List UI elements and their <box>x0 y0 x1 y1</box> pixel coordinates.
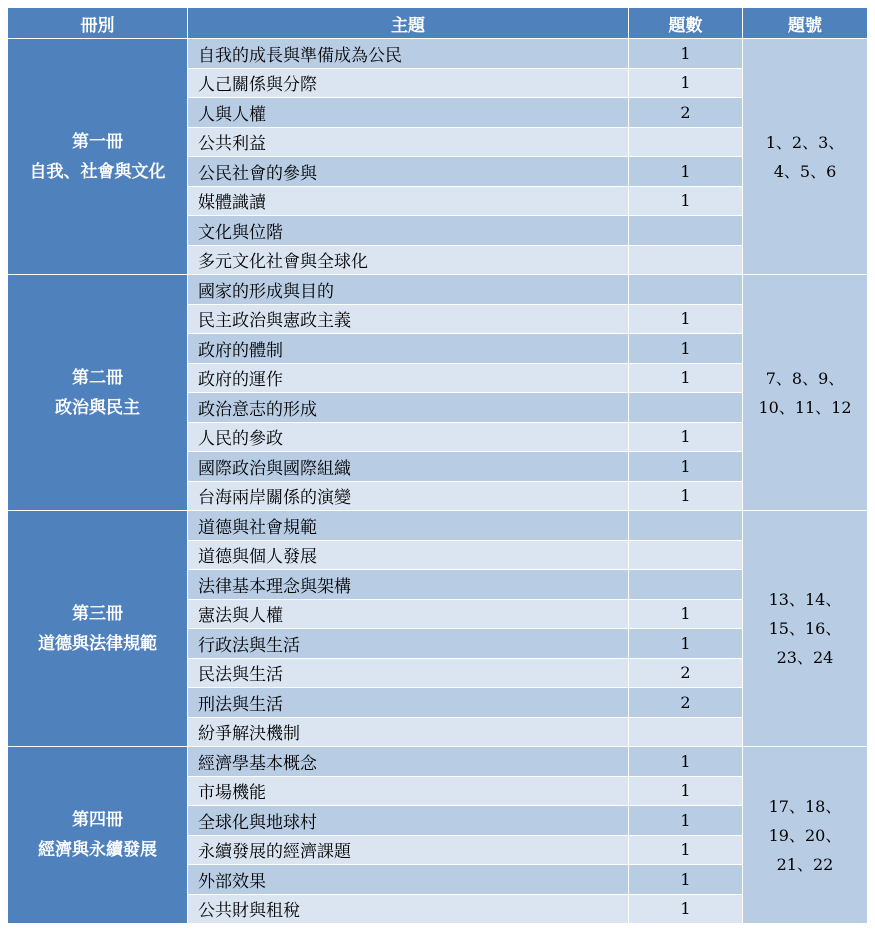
table-body <box>8 39 868 924</box>
topic-cell: 永續發展的經濟課題 <box>188 835 629 865</box>
question-numbers-line: 1、2、3、 <box>765 132 845 152</box>
topic-cell: 道德與社會規範 <box>188 511 629 541</box>
volume-name: 第一冊 <box>72 131 123 152</box>
topic-cell: 經濟學基本概念 <box>188 747 629 777</box>
question-numbers-line: 19、20、 <box>768 825 842 845</box>
question-numbers-line: 21、22 <box>776 854 834 874</box>
question-numbers-line: 4、5、6 <box>773 161 837 181</box>
table-row <box>8 511 868 541</box>
question-count-cell: 1 <box>629 363 743 393</box>
question-count-cell: 2 <box>629 98 743 128</box>
topic-cell: 國家的形成與目的 <box>188 275 629 305</box>
question-count-cell <box>629 540 743 570</box>
volume-subtitle: 道德與法律規範 <box>38 633 157 654</box>
question-count-cell: 1 <box>629 865 743 895</box>
question-count-cell: 1 <box>629 894 743 924</box>
topic-cell: 公共財與租稅 <box>188 894 629 924</box>
topic-cell: 公共利益 <box>188 127 629 157</box>
table-row <box>8 747 868 777</box>
header-row <box>8 8 868 39</box>
question-count-cell <box>629 511 743 541</box>
volume-subtitle: 政治與民主 <box>55 397 140 418</box>
question-numbers-line: 23、24 <box>776 648 834 667</box>
topic-cell: 民主政治與憲政主義 <box>188 304 629 334</box>
question-numbers-cell <box>743 511 868 747</box>
question-count-cell <box>629 570 743 600</box>
question-numbers-line: 10、11、12 <box>758 397 852 417</box>
question-count-cell <box>629 216 743 246</box>
topic-cell: 紛爭解決機制 <box>188 717 629 747</box>
question-numbers-line: 7、8、9、 <box>765 368 845 388</box>
topic-cell: 國際政治與國際組織 <box>188 452 629 482</box>
volume-cell <box>8 511 188 747</box>
question-numbers-line: 13、14、 <box>768 590 842 609</box>
exam-topic-table <box>7 7 868 924</box>
topic-cell: 全球化與地球村 <box>188 806 629 836</box>
volume-cell <box>8 747 188 924</box>
question-count-cell: 1 <box>629 806 743 836</box>
question-count-cell <box>629 275 743 305</box>
topic-cell: 媒體識讀 <box>188 186 629 216</box>
topic-cell: 刑法與生活 <box>188 688 629 718</box>
topic-cell: 市場機能 <box>188 776 629 806</box>
question-count-cell: 1 <box>629 186 743 216</box>
header-topic: 主題 <box>188 8 629 39</box>
topic-cell: 人民的參政 <box>188 422 629 452</box>
volume-cell <box>8 39 188 275</box>
question-count-cell: 1 <box>629 747 743 777</box>
volume-subtitle: 經濟與永續發展 <box>38 840 157 860</box>
question-count-cell <box>629 127 743 157</box>
header-count: 題數 <box>629 8 743 39</box>
topic-cell: 人與人權 <box>188 98 629 128</box>
question-count-cell <box>629 245 743 275</box>
topic-cell: 自我的成長與準備成為公民 <box>188 39 629 69</box>
volume-cell <box>8 275 188 511</box>
question-count-cell: 1 <box>629 304 743 334</box>
question-count-cell: 1 <box>629 157 743 187</box>
question-count-cell: 1 <box>629 452 743 482</box>
volume-name: 第四冊 <box>72 810 123 830</box>
question-count-cell: 1 <box>629 835 743 865</box>
question-numbers-cell <box>743 275 868 511</box>
topic-cell: 法律基本理念與架構 <box>188 570 629 600</box>
question-numbers-line: 15、16、 <box>768 619 842 638</box>
question-count-cell: 1 <box>629 481 743 511</box>
question-numbers-cell <box>743 39 868 275</box>
question-count-cell <box>629 393 743 423</box>
header-numbers: 題號 <box>743 8 868 39</box>
question-count-cell: 2 <box>629 688 743 718</box>
question-count-cell: 1 <box>629 422 743 452</box>
topic-cell: 公民社會的參與 <box>188 157 629 187</box>
table-row <box>8 39 868 69</box>
topic-cell: 政府的運作 <box>188 363 629 393</box>
topic-cell: 人己關係與分際 <box>188 68 629 98</box>
question-count-cell: 1 <box>629 776 743 806</box>
header-volume: 冊別 <box>8 8 188 39</box>
question-count-cell: 2 <box>629 658 743 688</box>
question-numbers-cell <box>743 747 868 924</box>
topic-cell: 政府的體制 <box>188 334 629 364</box>
topic-cell: 道德與個人發展 <box>188 540 629 570</box>
question-count-cell: 1 <box>629 599 743 629</box>
question-count-cell: 1 <box>629 68 743 98</box>
topic-cell: 政治意志的形成 <box>188 393 629 423</box>
question-numbers-line: 17、18、 <box>768 796 842 816</box>
volume-name: 第三冊 <box>72 603 123 624</box>
topic-cell: 文化與位階 <box>188 216 629 246</box>
topic-cell: 台海兩岸關係的演變 <box>188 481 629 511</box>
topic-cell: 外部效果 <box>188 865 629 895</box>
topic-cell: 民法與生活 <box>188 658 629 688</box>
table-row <box>8 275 868 305</box>
question-count-cell: 1 <box>629 39 743 69</box>
question-count-cell: 1 <box>629 334 743 364</box>
topic-cell: 多元文化社會與全球化 <box>188 245 629 275</box>
volume-subtitle: 自我、社會與文化 <box>29 161 166 182</box>
topic-cell: 行政法與生活 <box>188 629 629 659</box>
topic-cell: 憲法與人權 <box>188 599 629 629</box>
question-count-cell: 1 <box>629 629 743 659</box>
volume-name: 第二冊 <box>72 367 123 388</box>
question-count-cell <box>629 717 743 747</box>
